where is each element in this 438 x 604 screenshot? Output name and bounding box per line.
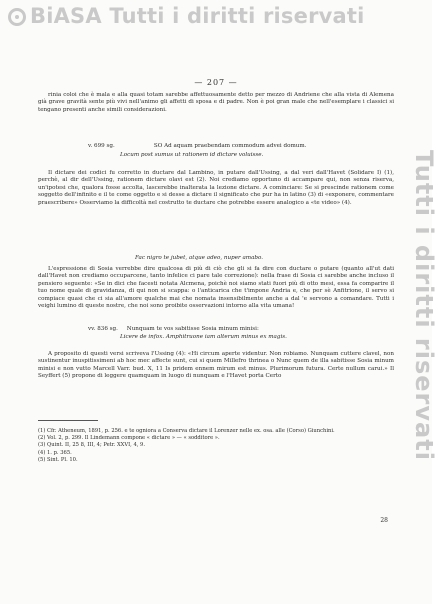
watermark-top	[8, 4, 365, 28]
section-1-verse: SO Ad aquam praebendam commodum advei domum.	[153, 143, 307, 149]
section-2-heading	[88, 326, 394, 333]
watermark-side	[410, 150, 438, 461]
section-1-heading	[88, 143, 394, 150]
watermark-side-text: Tutti i diritti riservati	[410, 150, 438, 461]
page-number: — 207 —	[194, 78, 238, 87]
section-2-label: vv. 836 sg.	[88, 326, 118, 332]
section-2-verse: Nunquam te vos sabitisse Sosia minum minisi:	[126, 326, 259, 332]
footnote: (3) Quint. II, 25 8, III, 4; Petr. XXVI, 4, 9.	[38, 442, 146, 449]
footnote: (1) Cfr. Atheneum, 1891, p. 256. e te ogniora a Conserva dictare il Lorenzer nelle ex. osa. alle (Corso) Giunchini.	[38, 428, 335, 434]
footnotes	[38, 428, 394, 464]
footnote: (2) Vol. 2, p. 299. Il Lindemann compone « dictare » — « sodditore ».	[38, 435, 220, 442]
paragraph-2: Il dictare dei codici fu corretto in ductare dal Lambino, in putare dall'Ussing, a dal veri dall'Havet (Solidare I) (1), perchè, al dir dell'Ussing, rationem dictare olavi est (2). Noi crediamo opportuno di accampare qui, non senza riserva, un'ipotesi che, qualora fosse accolta, lascerebbe inalterata la lezione dictare. A cominciare: Se si prescinde rationem come soggetto dell'infinito e il te come oggetto e si desse a dictare il significato che pur ha in latino (3) di «exponere, commentare praescribere» Osserviamo la difficoltà nel costrutto te ductare che potrebbe essere analogico a «te video» (4).	[38, 170, 394, 206]
footnote-divider	[38, 420, 98, 421]
paragraph-3: L'espressione di Sosia verrebbe dire qualcosa di più di ciò che gli si fa dire con ductare o putare (quanto all'ut dati dall'Havet non crediamo occuparcene, tanto infelice ci pare tale correzione): nella frase di Sosia ci sarebbe anche incluso il pensiero seguente: «Se in dici che facesti notata Alcmena, poichè noi siamo stati fuori più di otto mesi, essa fa comparire il tuo nome quale di gravidanza, di qui non si scappa: o l'anticarica che t'impone Andria e, che per sè Anfitrione, il servo si compiace quasi che ci sia all'amore qualche mai che nomata insensibilmente anche a dal 'e servono a comandare. Tutti i veighi lumino di queste nostre, che noi sono proibite osservazioni intorno alla vita umana!	[38, 266, 394, 310]
section-1-label: v. 699 sg.	[88, 143, 115, 149]
footnote: (5) Sint. Pl. 10.	[38, 456, 78, 463]
signature-mark: 28	[380, 517, 388, 524]
quote-2: Fac nigro te jubet, atque adeo, nuper amabo.	[135, 255, 264, 261]
paragraph-4: A proposito di questi versi scriveva l'Ussing (4): «Hi circum aperte videntur. Non robiamo. Nunquam cuttere clavel, non sustinentur inuspitissimeni ab hoc mec affecte sunt, cui si quem Millefro thrinea o Nunc quem de illa sabitisse Sosia minum minisi e non vutto Marcell Varr. bud. X, 11 Is pridem ennem mirum est minus. Plurimorum futura. Certe nullum carui.» Il Seyffert (5) propone di leggere quamquam in luogo di nunquam e l'Havet porta Certo	[38, 351, 394, 380]
paragraph-1: rinia coloi che è mala e alla quasi totam sarebbe affettuosamente detto per mezzo di Andriene che alla vista di Alemena già grave gravità sente più vivi nell'animo gli affetti di sposa e di padre. Non è poi gran male che nell'esemplare i classici si tengano presenti anche simili considerazioni.	[38, 92, 394, 113]
footnote: (4) 1. p. 365.	[38, 449, 72, 456]
biasa-logo-icon	[8, 8, 26, 26]
watermark-top-text: BiASA Tutti i diritti riservati	[30, 4, 365, 28]
quote-3: Licere de infox. Amphitruone iam alterum minus ex magis.	[120, 334, 287, 340]
quote-1: Locum post sumus ut rationem id dictare voluisse.	[120, 152, 264, 158]
